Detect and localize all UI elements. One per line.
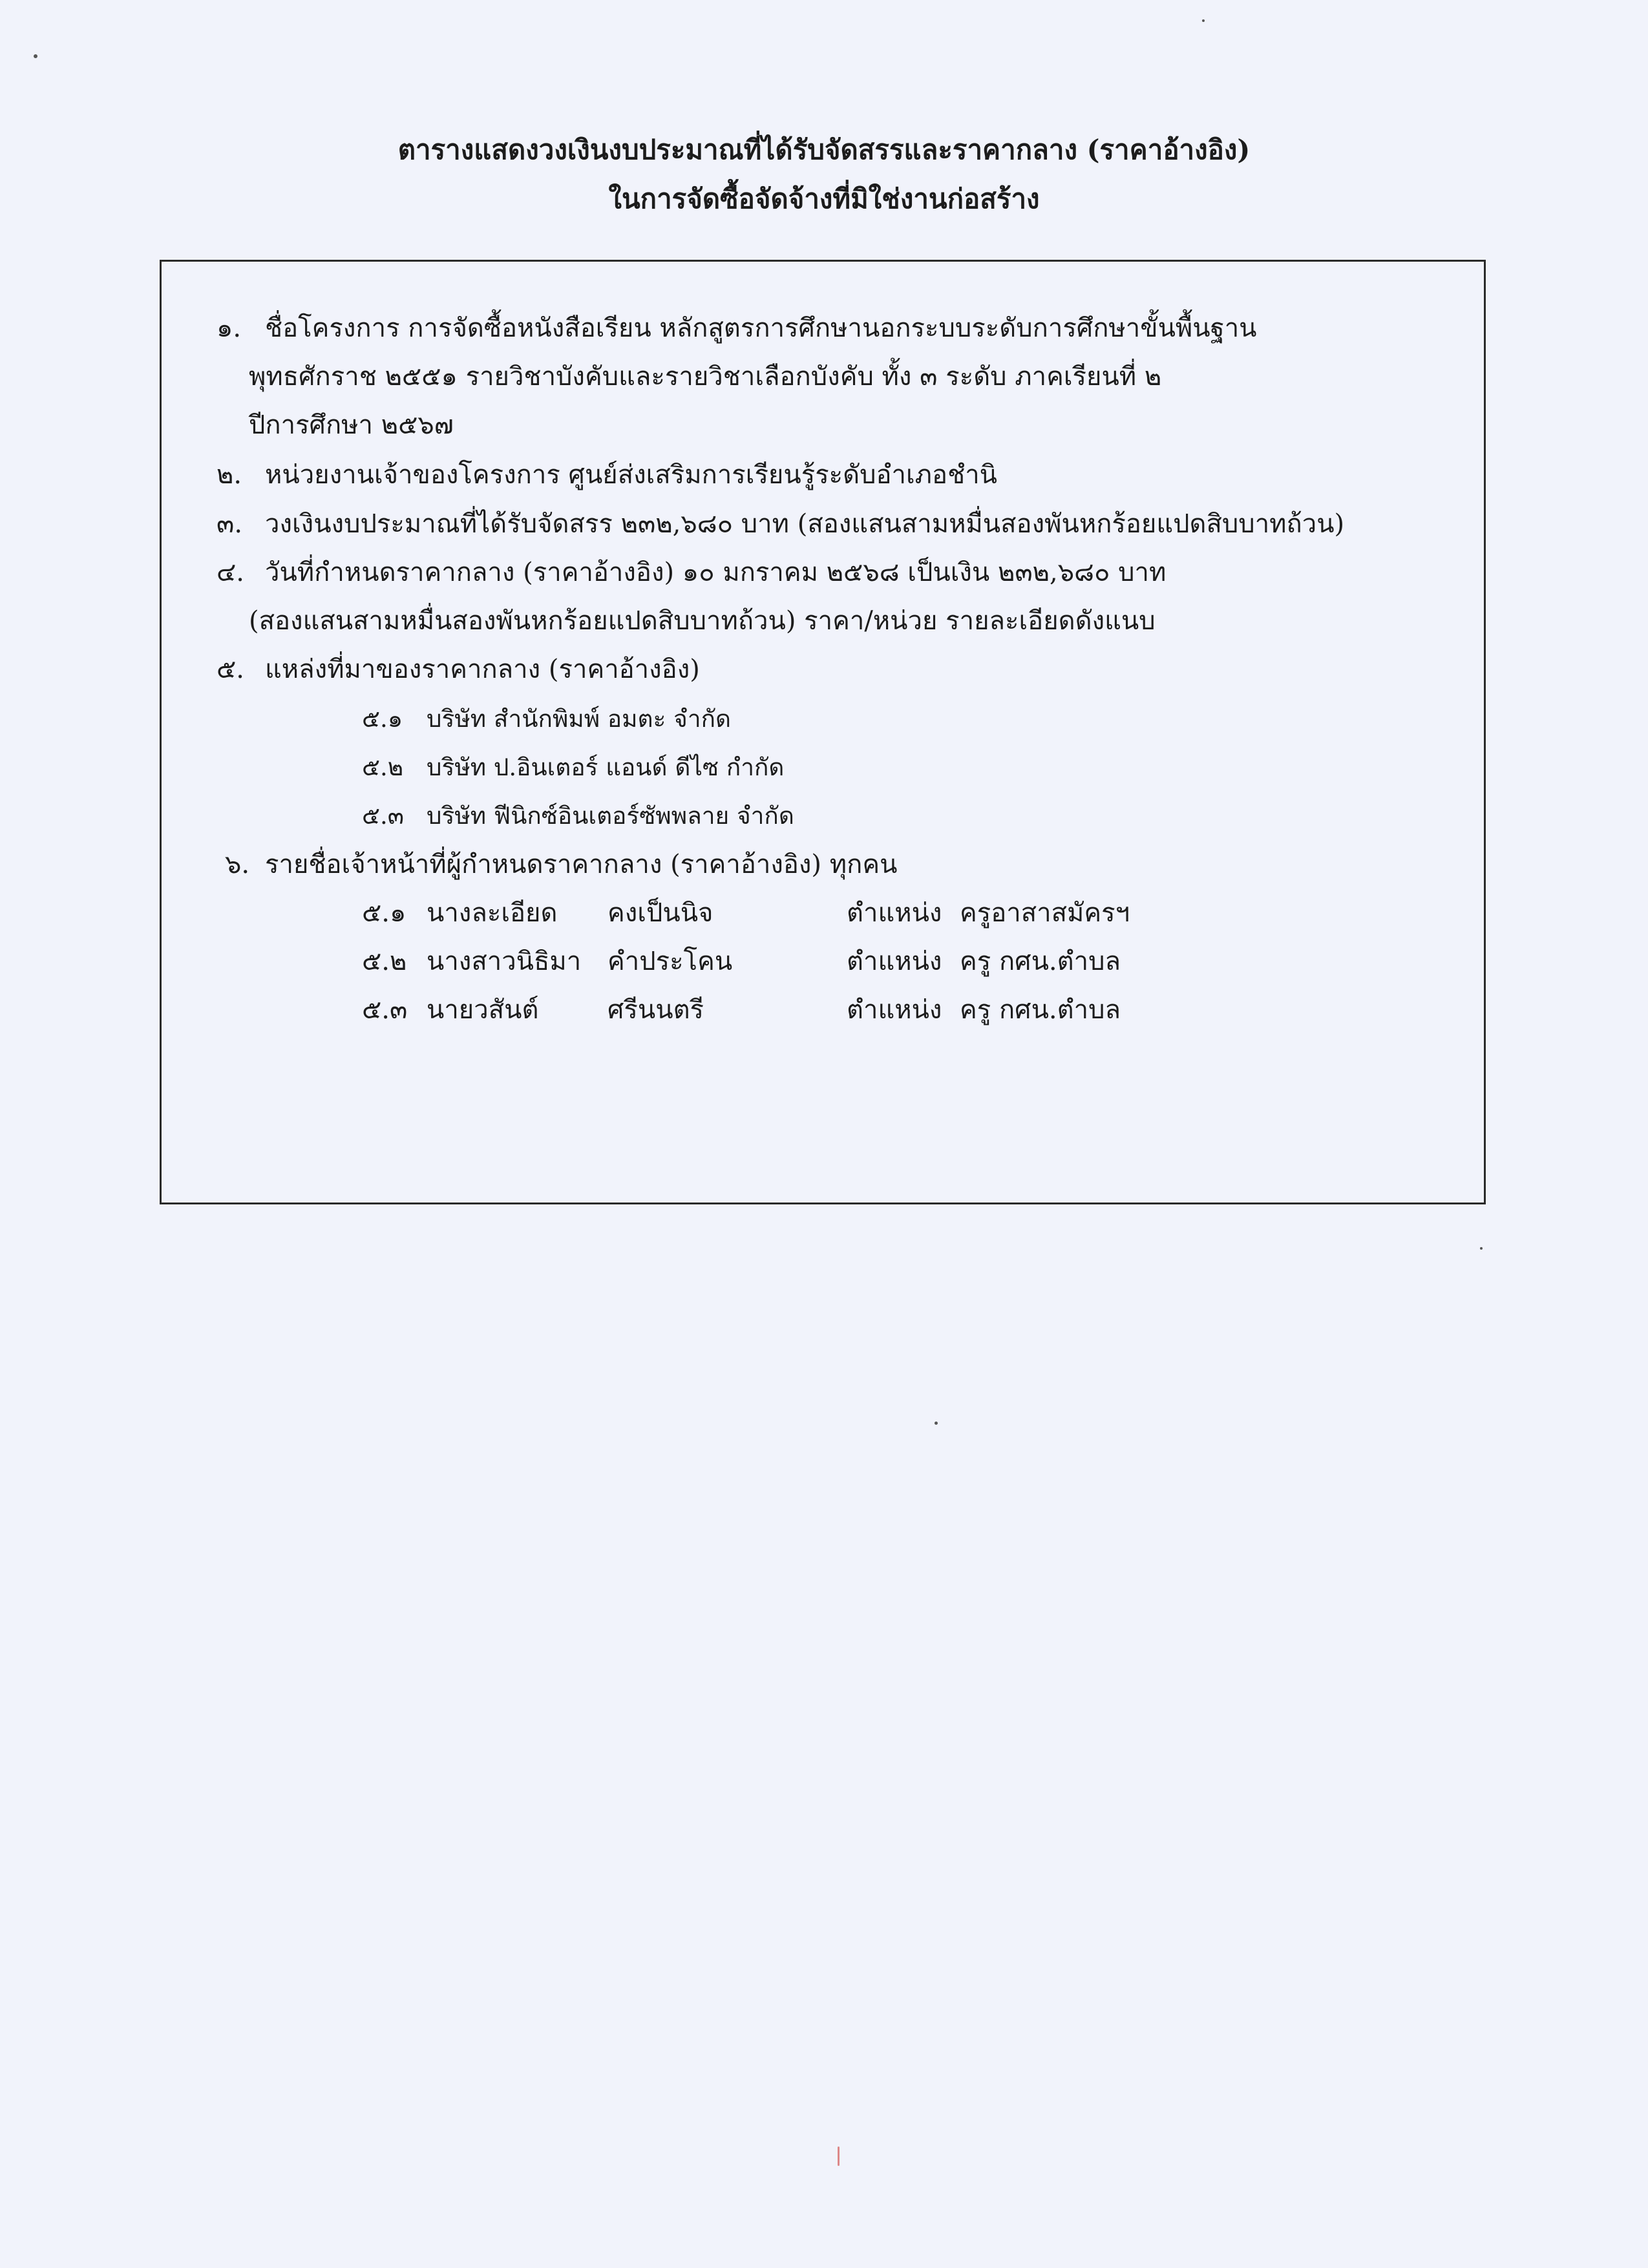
source-name: บริษัท สำนักพิมพ์ อมตะ จำกัด: [427, 705, 732, 733]
official-number: ๕.๓: [362, 995, 408, 1025]
source-number: ๕.๑: [362, 705, 403, 733]
item-1-project-name: ชื่อโครงการ การจัดซื้อหนังสือเรียน หลักสูตรการศึกษานอกระบบระดับการศึกษาขั้นพื้นฐาน: [265, 313, 1257, 343]
source-number: ๕.๒: [362, 753, 404, 781]
scan-speck: [34, 54, 37, 58]
official-position: ครู กศน.ตำบล: [960, 947, 1121, 976]
item-2-owner-agency: หน่วยงานเจ้าของโครงการ ศูนย์ส่งเสริมการเรียนรู้ระดับอำเภอชำนิ: [265, 460, 998, 490]
item-1-academic-year: ปีการศึกษา ๒๕๖๗: [249, 410, 454, 440]
official-first-name: นางละเอียด: [427, 898, 558, 928]
source-name: บริษัท ป.อินเตอร์ แอนด์ ดีไซ กำกัด: [427, 753, 785, 781]
official-number: ๕.๑: [362, 898, 407, 928]
item-1-number: ๑.: [217, 313, 242, 343]
item-4-amount-words: (สองแสนสามหมื่นสองพันหกร้อยแปดสิบบาทถ้วน) ราคา/หน่วย รายละเอียดดังแนบ: [249, 606, 1156, 636]
official-position: ครู กศน.ตำบล: [960, 995, 1121, 1025]
scan-speck: [838, 2147, 840, 2166]
item-3-number: ๓.: [217, 509, 243, 539]
document-subtitle: ในการจัดซื้อจัดจ้างที่มิใช่งานก่อสร้าง: [608, 183, 1040, 215]
source-name: บริษัท ฟีนิกซ์อินเตอร์ซัพพลาย จำกัด: [427, 802, 794, 830]
official-position-label: ตำแหน่ง: [847, 898, 942, 928]
item-4-number: ๔.: [217, 558, 244, 587]
item-2-number: ๒.: [217, 460, 242, 490]
scan-speck: [1480, 1247, 1483, 1250]
item-5-number: ๕.: [217, 655, 244, 684]
item-5-heading: แหล่งที่มาของราคากลาง (ราคาอ้างอิง): [265, 655, 700, 684]
document-title: ตารางแสดงวงเงินงบประมาณที่ได้รับจัดสรรและราคากลาง (ราคาอ้างอิง): [397, 134, 1251, 165]
official-last-name: คำประโคน: [607, 947, 733, 976]
official-position: ครูอาสาสมัครฯ: [960, 898, 1130, 928]
official-position-label: ตำแหน่ง: [847, 995, 942, 1025]
official-first-name: นางสาวนิธิมา: [427, 947, 582, 976]
official-last-name: ศรีนนตรี: [607, 995, 704, 1025]
official-last-name: คงเป็นนิจ: [607, 898, 713, 928]
item-1-curriculum: พุทธศักราช ๒๕๕๑ รายวิชาบังคับและรายวิชาเลือกบังคับ ทั้ง ๓ ระดับ ภาคเรียนที่ ๒: [249, 362, 1162, 392]
item-4-reference-date: วันที่กำหนดราคากลาง (ราคาอ้างอิง) ๑๐ มกราคม ๒๕๖๘ เป็นเงิน ๒๓๒,๖๘๐ บาท: [265, 558, 1167, 587]
item-6-heading: รายชื่อเจ้าหน้าที่ผู้กำหนดราคากลาง (ราคาอ้างอิง) ทุกคน: [265, 850, 898, 879]
official-first-name: นายวสันต์: [427, 995, 539, 1025]
item-6-number: ๖.: [225, 850, 250, 879]
official-position-label: ตำแหน่ง: [847, 947, 942, 976]
item-3-budget: วงเงินงบประมาณที่ได้รับจัดสรร ๒๓๒,๖๘๐ บาท (สองแสนสามหมื่นสองพันหกร้อยแปดสิบบาทถ้วน): [265, 509, 1345, 539]
content-frame: [160, 260, 1486, 1204]
source-number: ๕.๓: [362, 802, 405, 830]
scan-speck: [1202, 19, 1205, 22]
official-number: ๕.๒: [362, 947, 407, 976]
scan-speck: [935, 1422, 938, 1425]
